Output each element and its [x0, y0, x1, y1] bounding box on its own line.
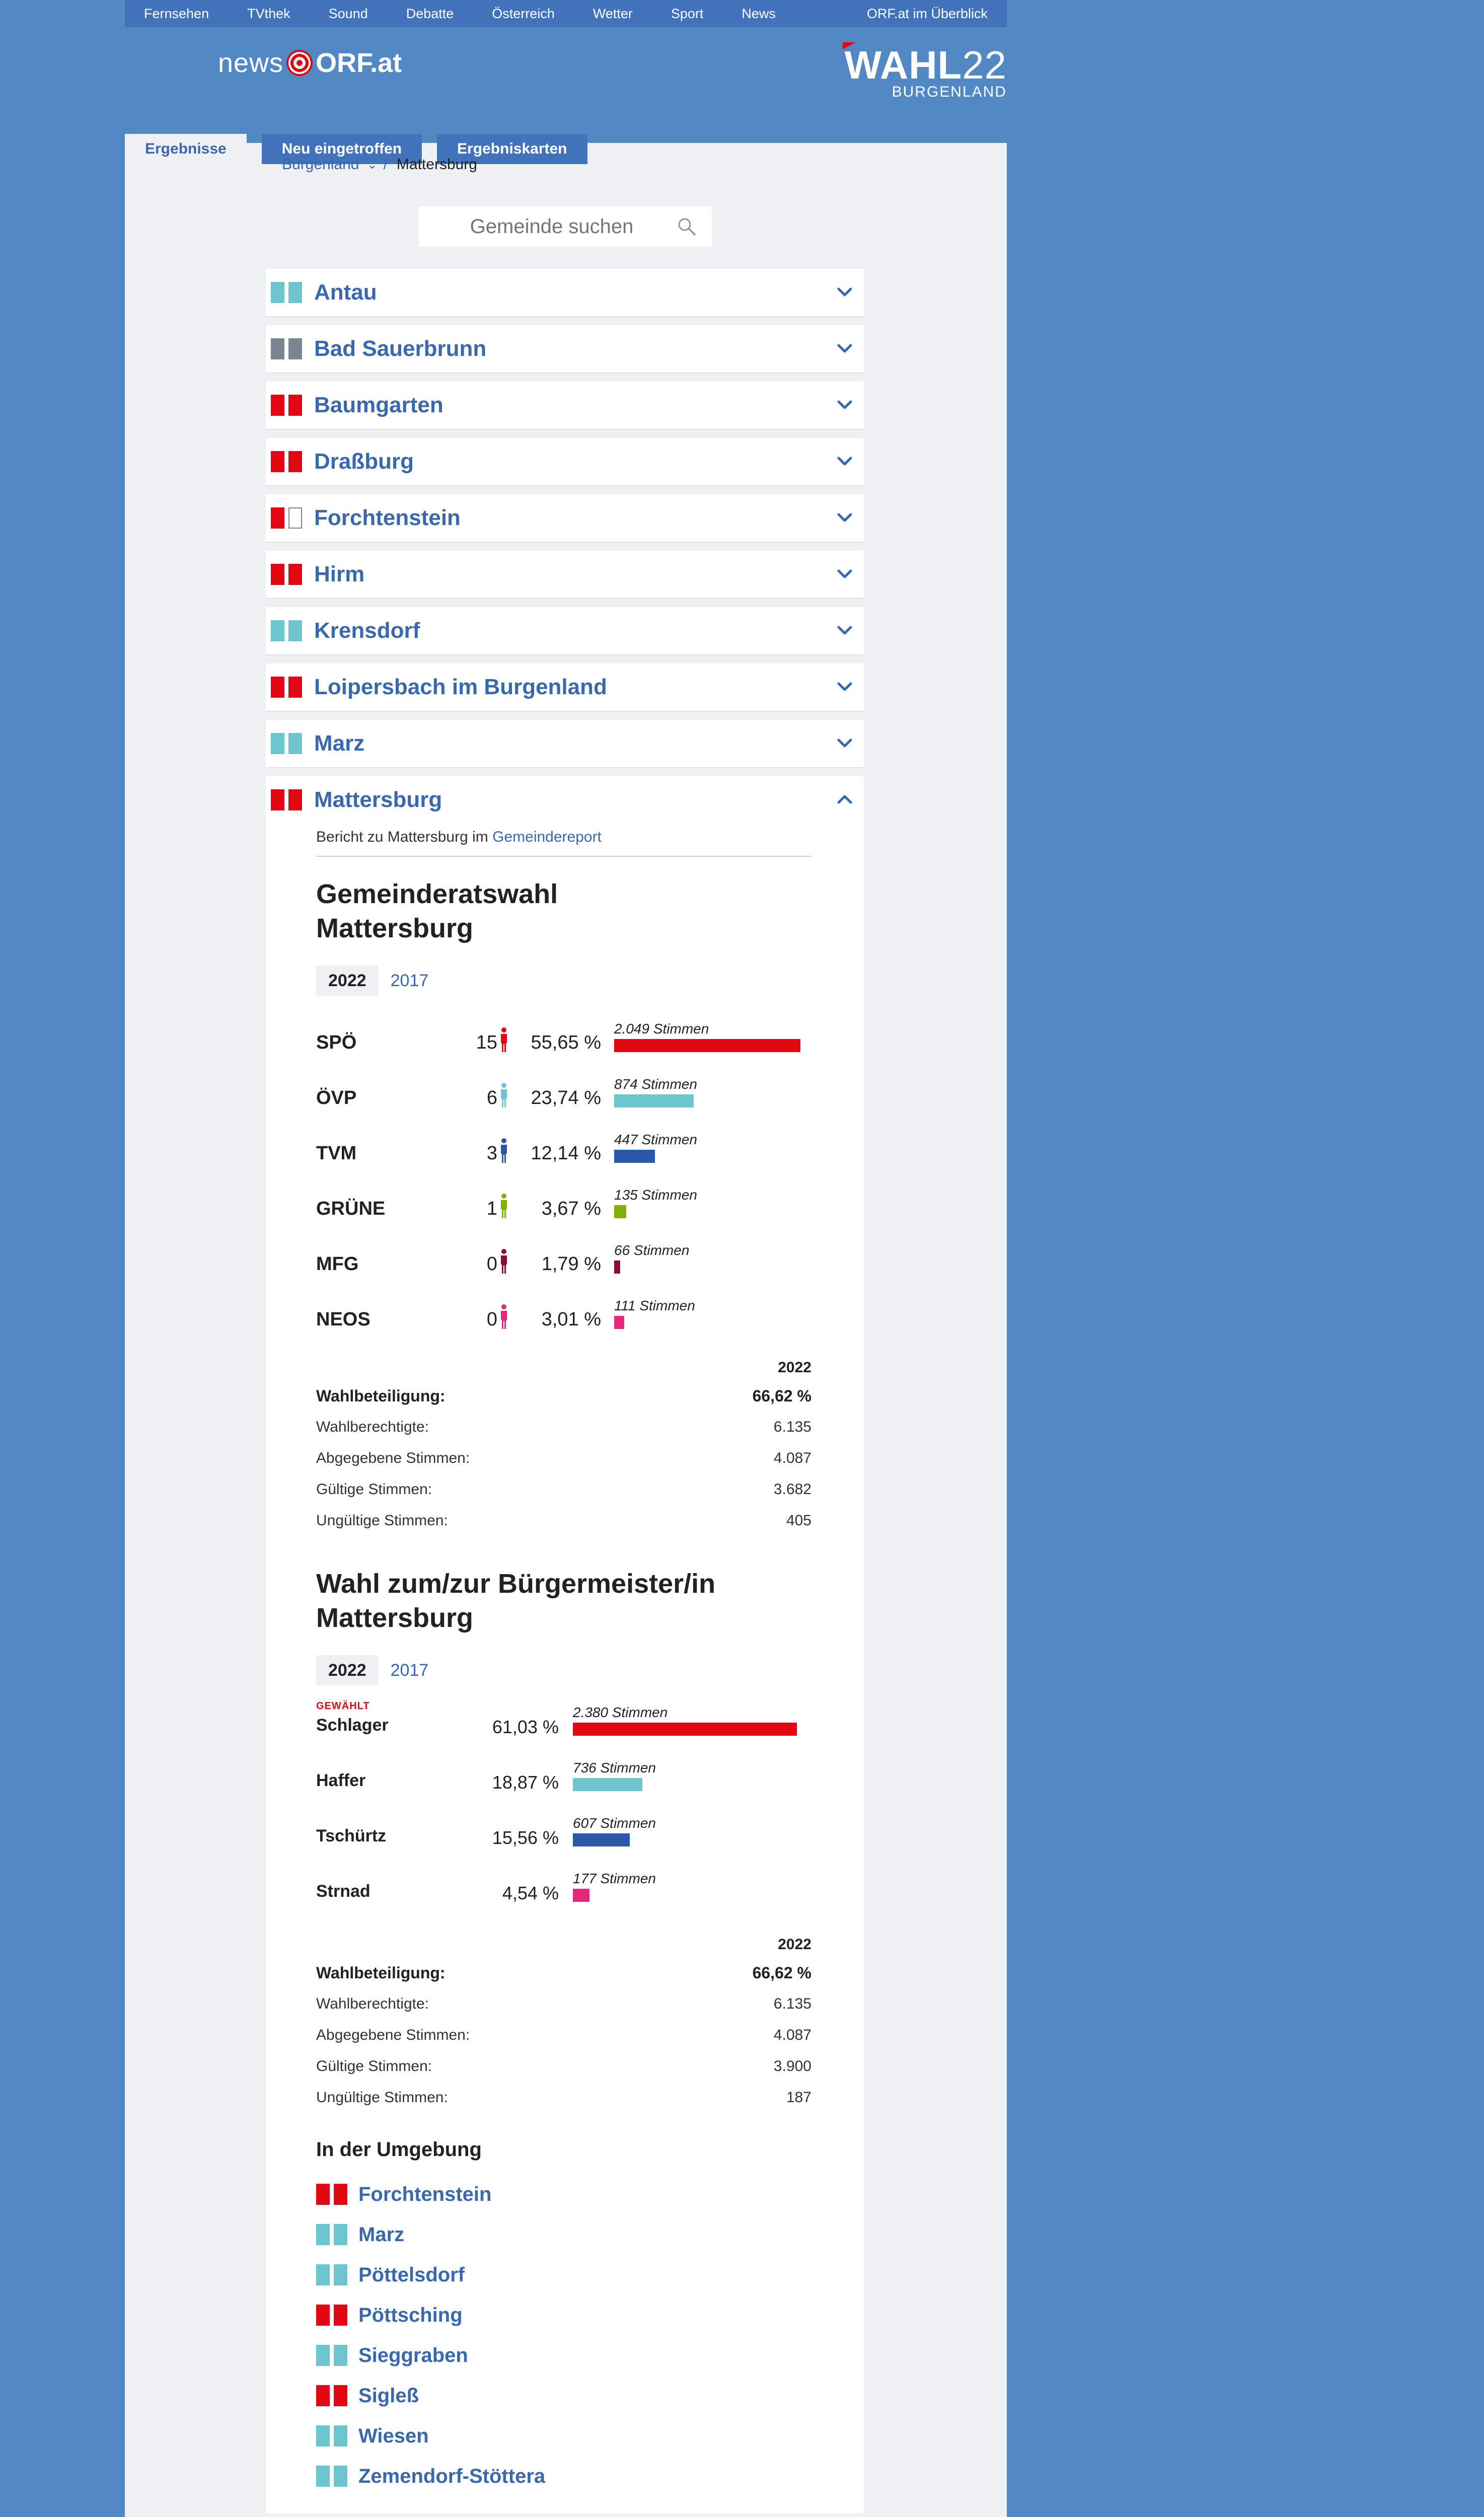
topnav-link[interactable]: Fernsehen — [144, 6, 209, 21]
flag-stripe — [288, 564, 302, 585]
municipality-flag-icon — [316, 2305, 347, 2326]
nearby-municipality-name: Forchtenstein — [358, 2183, 492, 2205]
gr-stats — [316, 1355, 811, 1536]
gr-title-line2: Mattersburg — [316, 913, 474, 943]
flag-stripe — [316, 2224, 330, 2245]
candidate-votes: 177 Stimmen — [573, 1871, 656, 1886]
flag-stripe — [288, 451, 302, 472]
tab-3[interactable]: Ergebniskarten — [437, 134, 587, 164]
nearby-municipality-name: Marz — [358, 2223, 405, 2246]
municipality-flag-icon — [271, 338, 302, 359]
flag-stripe — [334, 2224, 347, 2245]
municipality-flag-icon — [271, 395, 302, 416]
chevron-up-icon[interactable] — [835, 789, 855, 809]
municipality-flag-icon — [316, 2425, 347, 2447]
party-votes: 135 Stimmen — [614, 1187, 697, 1203]
party-votes: 111 Stimmen — [614, 1298, 695, 1313]
mayor-candidate-row — [316, 1867, 811, 1922]
bm-section-spacer — [316, 1536, 811, 1546]
logo-news-text: news — [218, 48, 284, 78]
search-icon[interactable] — [677, 216, 697, 237]
nearby-municipality[interactable] — [316, 2376, 811, 2416]
tab-2[interactable]: Neu eingetroffen — [262, 134, 422, 164]
search-input[interactable] — [430, 208, 674, 245]
municipality-details — [316, 824, 811, 2496]
stat-row — [316, 1988, 811, 2020]
stat-label: Abgegebene Stimmen: — [316, 1450, 470, 1466]
municipality-row[interactable] — [266, 325, 864, 374]
gr-year-tabs — [316, 966, 811, 996]
party-percent: 23,74 % — [531, 1087, 601, 1108]
stat-value: 3.900 — [773, 2058, 811, 2075]
wahl-logo-region: BURGENLAND — [892, 84, 1007, 100]
flag-stripe — [334, 2385, 347, 2406]
flag-stripe — [316, 2466, 330, 2487]
municipality-row[interactable] — [266, 382, 864, 430]
chevron-down-icon[interactable] — [835, 564, 855, 584]
party-name: TVM — [316, 1143, 357, 1164]
nearby-title: In der Umgebung — [316, 2138, 482, 2161]
year-tab-2022[interactable]: 2022 — [316, 966, 379, 996]
municipality-name: Hirm — [314, 562, 365, 586]
bm-year-tabs — [316, 1655, 811, 1685]
stat-value: 6.135 — [773, 1995, 811, 2012]
municipality-flag-icon — [316, 2184, 347, 2205]
party-name: MFG — [316, 1253, 359, 1275]
stat-row — [316, 1474, 811, 1505]
party-result-row — [316, 1068, 811, 1124]
municipality-name: Antau — [314, 280, 377, 305]
municipality-expanded — [266, 776, 864, 2513]
municipality-flag-icon — [271, 282, 302, 303]
page — [125, 0, 1007, 2517]
orf-target-icon — [286, 50, 313, 76]
municipality-flag-icon — [271, 507, 302, 529]
party-result-row — [316, 1179, 811, 1234]
flag-stripe — [288, 733, 302, 754]
flag-stripe — [288, 507, 302, 529]
flag-stripe — [334, 2305, 347, 2326]
flag-stripe — [316, 2425, 330, 2447]
stat-value: 4.087 — [773, 2027, 811, 2043]
nearby-municipality[interactable] — [316, 2174, 811, 2214]
municipality-name: Baumgarten — [314, 393, 443, 417]
chevron-down-icon[interactable] — [835, 677, 855, 697]
municipality-row[interactable] — [266, 607, 864, 655]
wahl-flag-icon — [843, 42, 856, 49]
flag-stripe — [271, 677, 284, 698]
year-tab-2022[interactable]: 2022 — [316, 1655, 379, 1685]
nearby-municipality[interactable] — [316, 2295, 811, 2335]
nearby-municipality-name: Wiesen — [358, 2424, 429, 2447]
municipality-flag-icon — [271, 677, 302, 698]
chevron-down-icon[interactable] — [835, 395, 855, 415]
stat-label: Wahlbeteiligung: — [316, 1387, 446, 1405]
municipality-flag-icon — [316, 2224, 347, 2245]
bm-title-line1: Wahl zum/zur Bürgermeister/in — [316, 1569, 716, 1599]
party-seats: 0 — [486, 1253, 497, 1275]
flag-stripe — [288, 395, 302, 416]
nearby-municipality-name: Sieggraben — [358, 2344, 468, 2366]
municipality-row[interactable] — [266, 494, 864, 543]
flag-stripe — [288, 338, 302, 359]
topnav-link[interactable]: Sound — [328, 6, 368, 21]
stat-label: Wahlbeteiligung: — [316, 1964, 446, 1982]
stats-year: 2022 — [778, 1936, 811, 1953]
party-seats: 15 — [476, 1032, 497, 1053]
top-navigation — [125, 0, 1007, 27]
stat-row — [316, 2051, 811, 2082]
search-box — [419, 206, 712, 247]
party-seats: 6 — [486, 1087, 497, 1108]
mayor-candidate-row — [316, 1811, 811, 1867]
candidate-percent: 18,87 % — [492, 1772, 559, 1793]
candidate-vote-bar — [573, 1889, 589, 1902]
party-name: ÖVP — [316, 1087, 357, 1108]
municipality-list — [266, 269, 864, 2517]
nearby-municipality[interactable] — [316, 2456, 811, 2496]
party-percent: 12,14 % — [531, 1143, 601, 1164]
flag-stripe — [271, 451, 284, 472]
report-prefix: Bericht zu Mattersburg im — [316, 829, 493, 845]
bm-title — [316, 1567, 811, 1635]
municipality-flag-icon — [316, 2264, 347, 2285]
municipality-flag-icon — [316, 2385, 347, 2406]
flag-stripe — [288, 282, 302, 303]
mandate-person-icon — [498, 1082, 509, 1108]
nearby-list — [316, 2174, 811, 2496]
flag-stripe — [288, 620, 302, 641]
elected-badge: GEWÄHLT — [316, 1700, 370, 1712]
party-name: GRÜNE — [316, 1198, 386, 1219]
flag-stripe — [316, 2305, 330, 2326]
topnav-link[interactable]: Österreich — [492, 6, 555, 21]
breadcrumb-separator: / — [383, 156, 388, 173]
municipality-name: Draßburg — [314, 449, 414, 474]
bm-title-line2: Mattersburg — [316, 1603, 474, 1633]
party-percent: 3,01 % — [541, 1309, 601, 1330]
flag-stripe — [288, 789, 302, 810]
stat-row — [316, 2020, 811, 2051]
party-result-row — [316, 1013, 811, 1068]
municipality-flag-icon — [316, 2466, 347, 2487]
flag-stripe — [271, 338, 284, 359]
stat-label: Ungültige Stimmen: — [316, 2089, 448, 2106]
mandate-person-icon — [498, 1027, 509, 1053]
party-vote-bar — [614, 1039, 800, 1052]
stat-value: 6.135 — [773, 1419, 811, 1435]
flag-stripe — [334, 2345, 347, 2366]
stat-label: Abgegebene Stimmen: — [316, 2027, 470, 2043]
candidate-votes: 736 Stimmen — [573, 1760, 656, 1775]
flag-stripe — [271, 789, 284, 810]
stat-row — [316, 2082, 811, 2113]
chevron-down-icon[interactable] — [835, 451, 855, 471]
nearby-municipality-name: Zemendorf-Stöttera — [358, 2465, 546, 2487]
party-seats: 1 — [486, 1198, 497, 1219]
candidate-name: Haffer — [316, 1771, 366, 1790]
municipality-row[interactable] — [266, 720, 864, 768]
municipality-name: Loipersbach im Burgenland — [314, 675, 607, 699]
wahl-logo[interactable] — [845, 45, 1007, 100]
party-vote-bar — [614, 1205, 626, 1218]
municipality-flag-icon — [271, 733, 302, 754]
news-orf-logo[interactable] — [218, 47, 402, 79]
flag-stripe — [316, 2385, 330, 2406]
candidate-name: Schlager — [316, 1716, 389, 1735]
candidate-name: Tschürtz — [316, 1826, 387, 1845]
party-votes: 874 Stimmen — [614, 1076, 697, 1092]
gemeindereport-link[interactable]: Gemeindereport — [492, 829, 602, 845]
party-vote-bar — [614, 1316, 624, 1329]
stat-row — [316, 1443, 811, 1474]
stat-label: Gültige Stimmen: — [316, 2058, 432, 2075]
breadcrumb-current: Mattersburg — [396, 156, 477, 173]
chevron-down-icon[interactable] — [835, 507, 855, 528]
year-tab-2017[interactable]: 2017 — [390, 971, 429, 990]
breadcrumb — [282, 156, 477, 173]
party-vote-bar — [614, 1094, 694, 1107]
party-name: NEOS — [316, 1309, 370, 1330]
chevron-down-icon[interactable] — [835, 620, 855, 640]
party-votes: 447 Stimmen — [614, 1132, 697, 1147]
flag-stripe — [316, 2184, 330, 2205]
flag-stripe — [334, 2264, 347, 2285]
party-result-row — [316, 1290, 811, 1345]
municipality-flag-icon — [271, 451, 302, 472]
party-name: SPÖ — [316, 1032, 357, 1053]
flag-stripe — [316, 2345, 330, 2366]
party-result-row — [316, 1124, 811, 1179]
chevron-down-icon[interactable] — [835, 282, 855, 302]
flag-stripe — [271, 733, 284, 754]
flag-stripe — [334, 2466, 347, 2487]
flag-stripe — [271, 395, 284, 416]
flag-stripe — [288, 677, 302, 698]
municipality-row[interactable] — [266, 551, 864, 599]
nearby-municipality-name: Sigleß — [358, 2384, 419, 2407]
stat-value: 4.087 — [773, 1450, 811, 1466]
topnav-link[interactable]: Sport — [671, 6, 704, 21]
flag-stripe — [334, 2184, 347, 2205]
stat-row — [316, 1505, 811, 1536]
party-result-row — [316, 1234, 811, 1290]
topnav-link[interactable]: Wetter — [592, 6, 633, 21]
wahl-logo-year: 22 — [962, 43, 1007, 87]
topnav-overview-link[interactable]: ORF.at im Überblick — [866, 6, 988, 21]
flag-stripe — [271, 620, 284, 641]
party-percent: 1,79 % — [541, 1253, 601, 1275]
stat-row — [316, 1412, 811, 1443]
municipality-row[interactable] — [266, 438, 864, 486]
stat-row — [316, 1380, 811, 1412]
tab-1[interactable]: Ergebnisse — [125, 134, 247, 164]
gr-title-line1: Gemeinderatswahl — [316, 879, 558, 909]
party-seats: 0 — [486, 1309, 497, 1330]
nearby-municipality[interactable] — [316, 2335, 811, 2376]
nearby-municipality[interactable] — [316, 2416, 811, 2456]
wahl-logo-word: WAHL — [844, 43, 962, 87]
municipality-name: Krensdorf — [314, 618, 420, 643]
stat-value: 187 — [786, 2089, 811, 2106]
candidate-percent: 15,56 % — [492, 1827, 559, 1848]
candidate-vote-bar — [573, 1778, 642, 1791]
mandate-person-icon — [498, 1304, 509, 1330]
mayor-candidate-row — [316, 1756, 811, 1811]
nearby-municipality-name: Pöttelsdorf — [358, 2263, 465, 2286]
stat-label: Gültige Stimmen: — [316, 1481, 432, 1498]
wahl-logo-main — [845, 45, 1007, 85]
municipality-flag-icon — [271, 564, 302, 585]
candidate-vote-bar — [573, 1833, 630, 1846]
party-votes: 2.049 Stimmen — [614, 1021, 709, 1037]
party-seats: 3 — [486, 1143, 497, 1164]
nearby-municipality[interactable] — [316, 2214, 811, 2255]
municipality-flag-icon — [271, 620, 302, 641]
topnav-link[interactable]: News — [741, 6, 776, 21]
stats-year: 2022 — [778, 1359, 811, 1376]
chevron-down-icon[interactable] — [835, 733, 855, 753]
gr-title — [316, 877, 811, 945]
candidate-name: Strnad — [316, 1882, 370, 1901]
header — [125, 27, 1007, 157]
candidate-percent: 4,54 % — [502, 1883, 559, 1903]
bm-stats — [316, 1932, 811, 2113]
municipality-name: Bad Sauerbrunn — [314, 336, 487, 361]
party-results — [316, 1013, 811, 1345]
nearby-municipality[interactable] — [316, 2255, 811, 2295]
stat-value: 3.682 — [773, 1481, 811, 1498]
mayor-results — [316, 1700, 811, 1922]
party-vote-bar — [614, 1261, 620, 1274]
flag-stripe — [271, 507, 284, 529]
nearby-municipality-name: Pöttsching — [358, 2304, 463, 2326]
municipality-flag-icon — [271, 789, 302, 810]
stat-value: 66,62 % — [752, 1387, 811, 1405]
flag-stripe — [316, 2264, 330, 2285]
mandate-person-icon — [498, 1193, 509, 1219]
municipality-name: Forchtenstein — [314, 505, 461, 530]
stat-row — [316, 1957, 811, 1988]
candidate-votes: 2.380 Stimmen — [573, 1705, 668, 1720]
party-vote-bar — [614, 1150, 655, 1163]
flag-stripe — [334, 2425, 347, 2447]
mandate-person-icon — [498, 1248, 509, 1275]
stat-label: Wahlberechtigte: — [316, 1419, 429, 1435]
municipality-name: Mattersburg — [314, 787, 442, 812]
party-percent: 3,67 % — [541, 1198, 601, 1219]
municipality-row[interactable] — [266, 269, 864, 317]
candidate-votes: 607 Stimmen — [573, 1815, 656, 1831]
mayor-candidate-row — [316, 1700, 811, 1756]
party-percent: 55,65 % — [531, 1032, 601, 1053]
breadcrumb-parent[interactable]: Burgenland — [282, 156, 359, 173]
stat-value: 405 — [786, 1512, 811, 1529]
chevron-down-icon[interactable]: ⌄ — [367, 158, 378, 172]
candidate-vote-bar — [573, 1723, 797, 1736]
mandate-person-icon — [498, 1138, 509, 1164]
candidate-percent: 61,03 % — [492, 1717, 559, 1737]
topnav-link[interactable]: TVthek — [247, 6, 290, 21]
municipality-name: Marz — [314, 731, 365, 756]
stat-value: 66,62 % — [752, 1964, 811, 1982]
flag-stripe — [271, 282, 284, 303]
year-tab-2017[interactable]: 2017 — [390, 1661, 429, 1680]
municipality-flag-icon — [316, 2345, 347, 2366]
stat-label: Wahlberechtigte: — [316, 1995, 429, 2012]
flag-stripe — [271, 564, 284, 585]
stat-label: Ungültige Stimmen: — [316, 1512, 448, 1529]
topnav-link[interactable]: Debatte — [406, 6, 454, 21]
municipality-row[interactable] — [266, 776, 864, 824]
party-votes: 66 Stimmen — [614, 1242, 690, 1258]
municipality-row[interactable] — [266, 663, 864, 712]
chevron-down-icon[interactable] — [835, 338, 855, 358]
logo-orf-text: ORF.at — [316, 48, 402, 78]
report-line — [316, 824, 811, 857]
